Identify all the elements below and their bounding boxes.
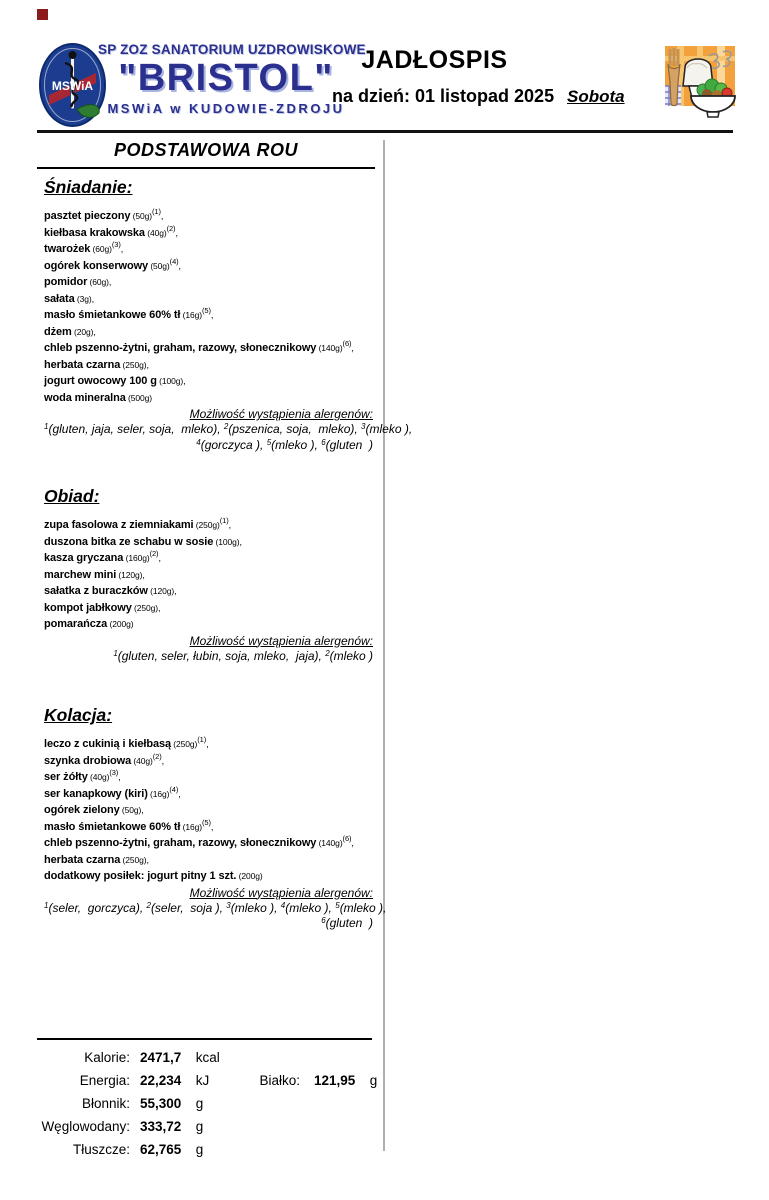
dish-name: pomarańcza <box>44 618 108 630</box>
nutrition-row <box>37 1116 372 1139</box>
separator: , <box>157 602 161 613</box>
allergen-text: (gluten, seler, łubin, soja, mleko, jaja), <box>117 648 326 663</box>
allergen-note: Możliwość wystąpienia alergenów: <box>189 407 373 421</box>
menu-item <box>44 600 373 617</box>
allergen-text: (mleko ), <box>365 422 413 436</box>
menu-item <box>44 616 373 633</box>
allergen-line <box>44 438 373 454</box>
separator: , <box>146 854 149 865</box>
allergen-number: 4 <box>196 437 201 447</box>
meal-section <box>37 486 375 664</box>
menu-item <box>44 208 373 225</box>
protein-group <box>252 1070 377 1091</box>
separator: , <box>108 277 112 287</box>
allergen-text: (mleko ), <box>285 900 336 915</box>
red-marker-icon <box>37 9 48 20</box>
separator: , <box>178 788 181 799</box>
allergen-number: 2 <box>325 648 330 658</box>
menu-item <box>44 340 373 357</box>
nutrition-label: Kalorie: <box>84 1050 130 1065</box>
dish-name: chleb pszenno-żytni, graham, razowy, słonecznikowy <box>44 837 317 849</box>
separator: , <box>175 227 178 238</box>
menu-item <box>44 802 373 819</box>
allergen-ref: (3) <box>109 768 119 777</box>
allergen-number: 2 <box>146 900 151 910</box>
dish-name: zupa fasolowa z ziemniakami <box>44 519 194 531</box>
allergen-text: (mleko ), <box>230 900 281 915</box>
menu-item <box>44 534 373 551</box>
nutrition-value: 2471,7 <box>140 1050 182 1065</box>
separator: , <box>351 838 354 848</box>
dish-portion: (100g) <box>156 376 184 386</box>
menu-item <box>44 517 373 534</box>
allergen-ref: (6) <box>342 339 352 348</box>
allergen-text: (gorczyca ), <box>200 437 267 452</box>
allergen-number: 5 <box>266 437 272 447</box>
separator: , <box>91 293 94 304</box>
dish-portion: (120g) <box>147 586 175 596</box>
dish-name: pasztet pieczony <box>44 210 131 222</box>
nutrition-summary <box>37 1038 378 1162</box>
nutrition-value: 62,765 <box>140 1142 182 1157</box>
diet-name: PODSTAWOWA ROU <box>37 133 375 169</box>
separator: , <box>210 821 214 832</box>
separator: , <box>141 805 144 815</box>
meals-list <box>37 177 413 932</box>
menu-item <box>44 550 373 567</box>
allergen-number: 1 <box>113 648 118 658</box>
dish-name: masło śmietankowe 60% tł <box>44 820 181 833</box>
dish-portion: (50g) <box>119 805 142 815</box>
dish-portion: (160g) <box>123 553 150 563</box>
allergen-number: 6 <box>321 437 326 447</box>
dish-name: woda mineralna <box>44 391 126 404</box>
nutrition-label: Energia: <box>79 1073 130 1088</box>
allergen-number: 4 <box>280 900 286 910</box>
menu-item <box>44 567 373 584</box>
dish-name: chleb pszenno-żytni, graham, razowy, słonecznikowy <box>44 342 317 354</box>
menu-item <box>44 373 373 390</box>
dish-name: herbata czarna <box>44 358 121 371</box>
allergen-number: 6 <box>321 916 326 925</box>
meal-section <box>37 705 387 932</box>
separator: , <box>118 772 121 782</box>
menu-item <box>44 241 373 258</box>
separator: , <box>178 260 181 271</box>
dish-name: marchew mini <box>44 568 117 581</box>
menu-item <box>44 225 373 242</box>
allergen-text: (mleko ), <box>339 900 387 915</box>
menu-item <box>44 852 373 869</box>
allergen-number: 3 <box>361 422 366 431</box>
dish-name: kasza gryczana <box>44 552 124 564</box>
organization-type: SP ZOZ SANATORIUM UZDROWISKOWE <box>98 42 366 57</box>
allergen-ref: (5) <box>202 306 211 315</box>
allergen-ref: (1) <box>152 207 161 216</box>
nutrition-unit: g <box>192 1142 204 1157</box>
separator: , <box>174 586 177 596</box>
dish-portion: (200g) <box>236 871 263 881</box>
menu-date: na dzień: 01 listopad 2025 <box>332 86 555 106</box>
allergen-text: (pszenica, soja, mleko), <box>228 422 362 436</box>
meal-clipart-icon <box>651 42 740 122</box>
nutrition-row <box>37 1047 372 1070</box>
menu-item <box>44 307 373 324</box>
dish-portion: (250g) <box>131 602 158 613</box>
separator: , <box>239 536 242 547</box>
allergen-text: (gluten ) <box>325 916 373 930</box>
separator: , <box>206 739 209 749</box>
menu-item <box>44 736 373 753</box>
separator: , <box>120 244 124 254</box>
nutrition-row <box>37 1070 378 1093</box>
separator: , <box>93 326 96 337</box>
menu-item <box>44 819 373 836</box>
allergen-line <box>44 916 373 932</box>
meal-heading: Kolacja: <box>44 705 113 725</box>
allergen-ref: (3) <box>111 240 121 249</box>
page-title: JADŁOSPIS <box>361 46 508 74</box>
nutrition-unit: g <box>366 1073 378 1088</box>
dish-portion: (16g) <box>147 788 170 799</box>
allergen-ref: (1) <box>219 516 229 525</box>
menu-item <box>44 258 373 275</box>
menu-item <box>44 868 373 885</box>
dish-name: leczo z cukinią i kiełbasą <box>44 738 172 750</box>
nutrition-unit: g <box>192 1096 204 1111</box>
dish-portion: (50g) <box>148 260 170 271</box>
dish-name: jogurt owocowy 100 g <box>44 375 157 387</box>
menu-column <box>37 133 413 932</box>
nutrition-row <box>37 1139 372 1162</box>
dish-name: szynka drobiowa <box>44 754 132 767</box>
nutrition-unit: kcal <box>192 1050 220 1065</box>
allergen-text: (seler, soja ), <box>150 900 227 915</box>
allergen-line <box>44 900 387 917</box>
dish-portion: (100g) <box>213 536 240 547</box>
document-title-block <box>332 46 555 107</box>
organization-block <box>98 42 366 116</box>
separator: , <box>210 310 214 320</box>
nutrition-label: Węglowodany: <box>41 1119 130 1134</box>
mswia-logo-icon <box>39 43 106 127</box>
dish-portion: (250g) <box>171 739 198 749</box>
menu-item <box>44 274 373 291</box>
allergen-text: (seler, gorczyca), <box>48 900 147 915</box>
nutrition-value: 22,234 <box>140 1073 182 1088</box>
separator: , <box>142 569 145 580</box>
dish-portion: (3g) <box>74 293 92 304</box>
nutrition-value: 121,95 <box>314 1073 356 1088</box>
allergen-number: 5 <box>335 900 340 910</box>
nutrition-label: Białko: <box>259 1073 300 1088</box>
menu-item <box>44 324 373 341</box>
dish-name: sałatka z buraczków <box>44 585 148 597</box>
dish-portion: (40g) <box>131 755 153 766</box>
allergen-line <box>44 649 373 665</box>
allergen-text: (gluten ) <box>325 437 373 452</box>
nutrition-unit: kJ <box>192 1073 210 1088</box>
dish-name: pomidor <box>44 276 88 288</box>
menu-item <box>44 835 373 852</box>
allergen-text: (mleko ), <box>271 437 322 452</box>
meal-heading: Obiad: <box>44 486 100 506</box>
dish-portion: (60g) <box>87 277 109 287</box>
dish-name: ser żółty <box>44 771 88 783</box>
dish-portion: (140g) <box>316 838 343 848</box>
allergen-ref: (4) <box>169 784 179 794</box>
nutrition-value: 333,72 <box>140 1119 182 1134</box>
dish-name: ogórek zielony <box>44 804 120 816</box>
dish-name: kompot jabłkowy <box>44 601 132 614</box>
meal-section <box>37 177 413 453</box>
dish-portion: (500g) <box>125 392 152 403</box>
nutrition-row <box>37 1093 372 1116</box>
allergen-text: (gluten, jaja, seler, soja, mleko), <box>48 422 224 436</box>
menu-item <box>44 390 373 407</box>
allergen-text: (mleko ) <box>329 648 373 663</box>
separator: , <box>160 211 164 221</box>
menu-item <box>44 769 373 786</box>
organization-location: MSWiA w KUDOWIE-ZDROJU <box>107 101 345 116</box>
dish-portion: (20g) <box>71 326 94 337</box>
allergen-ref: (2) <box>149 549 159 558</box>
dish-name: dżem <box>44 325 72 338</box>
allergen-number: 1 <box>44 900 49 910</box>
dish-portion: (250g) <box>193 520 220 530</box>
dish-portion: (140g) <box>316 343 343 353</box>
separator: , <box>351 343 354 353</box>
meal-heading: Śniadanie: <box>44 177 133 197</box>
allergen-number: 1 <box>44 422 49 431</box>
dish-portion: (40g) <box>144 227 167 238</box>
nutrition-unit: g <box>192 1119 204 1134</box>
dish-name: sałata <box>44 292 75 305</box>
allergen-line <box>44 422 413 438</box>
separator: , <box>228 520 232 530</box>
dish-name: ser kanapkowy (kiri) <box>44 787 148 800</box>
separator: , <box>158 553 161 563</box>
organization-name: "BRISTOL" <box>118 57 334 99</box>
menu-item <box>44 753 373 770</box>
dish-name: masło śmietankowe 60% tł <box>44 309 181 321</box>
separator: , <box>146 359 149 370</box>
allergen-ref: (2) <box>152 751 162 761</box>
allergen-number: 3 <box>226 900 231 910</box>
nutrition-value: 55,300 <box>140 1096 182 1111</box>
nutrition-label: Tłuszcze: <box>72 1142 130 1157</box>
dish-portion: (16g) <box>180 310 202 320</box>
dish-name: duszona bitka ze schabu w sosie <box>44 535 214 548</box>
dish-portion: (50g) <box>130 211 153 221</box>
weekday-label: Sobota <box>567 87 625 106</box>
menu-item <box>44 583 373 600</box>
nutrition-rows <box>37 1047 378 1162</box>
allergen-ref: (6) <box>342 834 352 843</box>
allergen-number: 2 <box>223 422 229 431</box>
dish-portion: (250g) <box>120 854 147 865</box>
nutrition-label: Błonnik: <box>81 1096 130 1111</box>
dish-name: dodatkowy posiłek: jogurt pitny 1 szt. <box>44 870 237 882</box>
dish-portion: (120g) <box>116 569 143 580</box>
menu-item <box>44 291 373 308</box>
dish-name: herbata czarna <box>44 853 121 866</box>
allergen-ref: (5) <box>202 817 211 827</box>
separator: , <box>183 376 186 386</box>
dish-name: twarożek <box>44 243 91 255</box>
dish-portion: (16g) <box>180 821 202 832</box>
dish-portion: (40g) <box>87 772 110 782</box>
dish-portion: (60g) <box>90 244 112 254</box>
dish-portion: (250g) <box>120 359 147 370</box>
logo-text: MSWiA <box>51 79 94 93</box>
column-divider <box>383 140 385 1151</box>
menu-item <box>44 357 373 374</box>
menu-item <box>44 786 373 803</box>
allergen-note: Możliwość wystąpienia alergenów: <box>189 885 373 900</box>
allergen-ref: (2) <box>166 223 176 233</box>
dish-name: ogórek konserwowy <box>44 259 149 272</box>
dish-portion: (200g) <box>107 619 134 629</box>
separator: , <box>161 755 165 766</box>
dish-name: kiełbasa krakowska <box>44 226 145 239</box>
allergen-ref: (1) <box>197 735 207 744</box>
allergen-ref: (4) <box>169 256 179 266</box>
allergen-note: Możliwość wystąpienia alergenów: <box>189 633 373 648</box>
